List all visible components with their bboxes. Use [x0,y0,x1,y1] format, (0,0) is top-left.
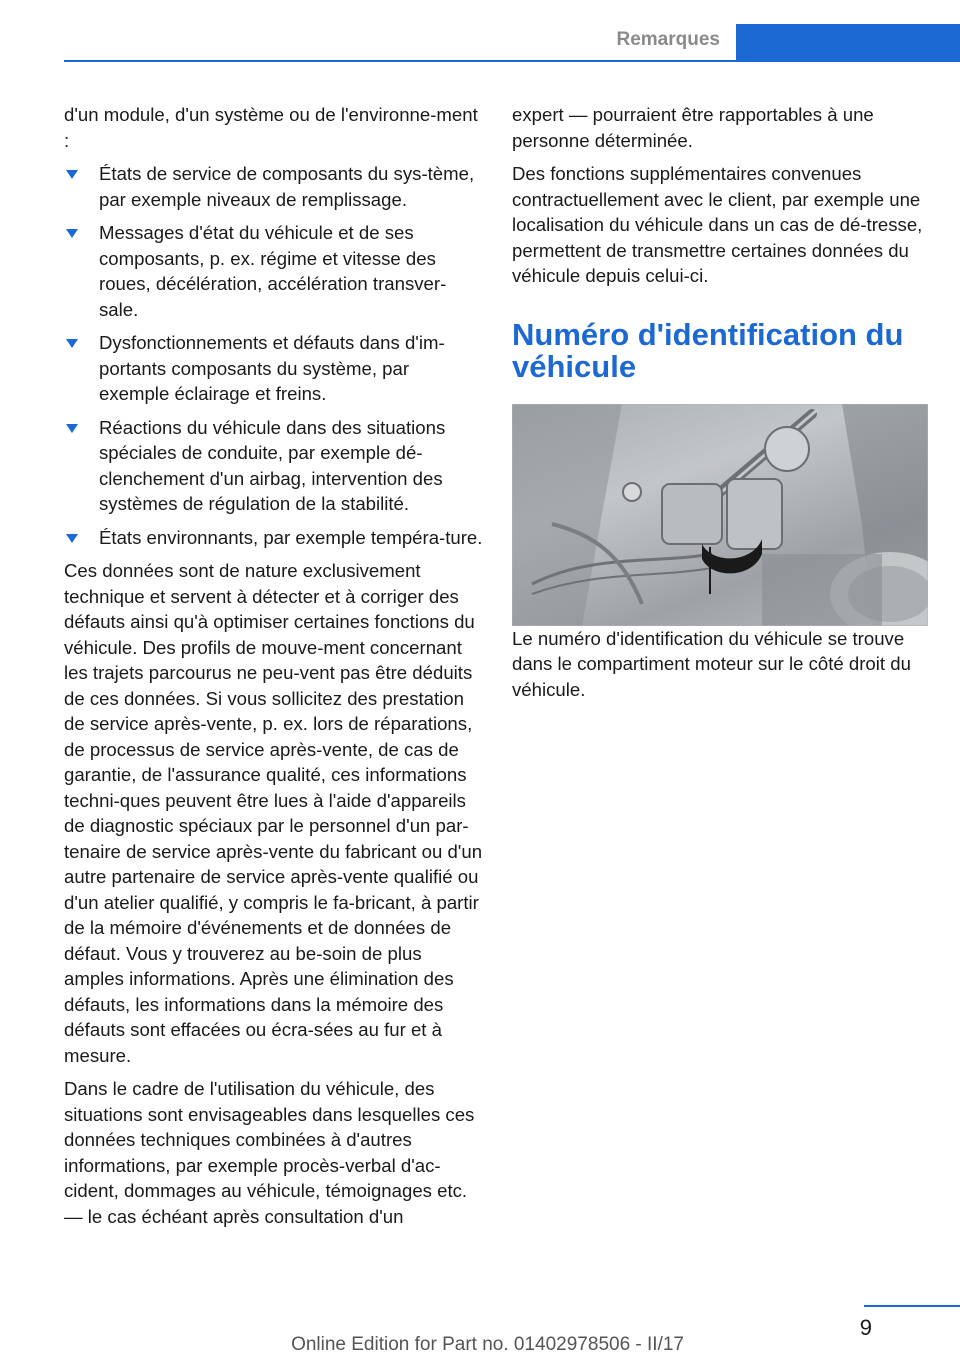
list-item [64,161,484,212]
list-item-text: Réactions du véhicule dans des situations spéciales de conduite, par exemple dé-clenchement d'un airbag, intervention des systèmes de régulation de la stabilité. [99,416,446,514]
header-tab-bar [736,24,960,62]
bullet-list [64,161,484,550]
page-section-title: Remarques [616,29,720,50]
page-number: 9 [859,1315,872,1340]
section-heading: Numéro d'identification du véhicule [512,316,904,384]
list-item [64,330,484,407]
triangle-bullet-icon [66,339,78,348]
list-item [64,525,484,551]
engine-compartment-image [512,404,928,626]
triangle-bullet-icon [66,534,78,543]
body-paragraph: expert — pourraient être rapportables à une personne déterminée. [512,104,874,151]
body-paragraph: Ces données sont de nature exclusivement technique et servent à détecter et à corriger des défauts ainsi qu'à optimiser certaines fonctions du véhicule. Des profils de mouve-ment concernant les trajets parcourus ne peu-vent pas être déduits de ces données. Si vous sollicitez des prestation de service après-vente, p. ex. lors de réparations, de processus de service après-vente, de cas de garantie, de l'assurance qualité, ces informations techni-ques peuvent être lues à l'aide d'appareils de diagnostic spéciaux par le personnel d'un par-tenaire de service après-vente du fabricant ou d'un autre partenaire de service après-vente qualifié ou d'un atelier qualifié, y compris le fa-bricant, à partir de la mémoire d'événements et de données de défaut. Vous y trouverez au be-soin de plus amples informations. Après une élimination des défauts, les informations dans la mémoire des défauts sont effacées ou écra-sées au fur et à mesure. [64,560,483,1066]
footer-rule [864,1305,960,1307]
engine-compartment-illustration [512,404,928,626]
body-paragraph: Des fonctions supplémentaires convenues contractuellement avec le client, par exemple une localisation du véhicule dans un cas de dé-tresse, permettent de transmettre certaines données du véhicule depuis celui-ci. [512,163,923,286]
list-item [64,220,484,322]
intro-paragraph: d'un module, d'un système ou de l'environne-ment : [64,104,478,151]
figure-caption: Le numéro d'identification du véhicule se trouve dans le compartiment moteur sur le côté droit du véhicule. [512,627,911,700]
triangle-bullet-icon [66,229,78,238]
left-column [64,102,484,1237]
list-item [64,415,484,517]
triangle-bullet-icon [66,170,78,179]
list-item-text: États environnants, par exemple tempéra-ture. [99,526,483,548]
right-column [512,102,932,710]
list-item-text: États de service de composants du sys-tème, par exemple niveaux de remplissage. [99,163,475,210]
triangle-bullet-icon [66,424,78,433]
body-paragraph: Dans le cadre de l'utilisation du véhicule, des situations sont envisageables dans lesquelles ces données techniques combinées à d'autres informations, par exemple procès-verbal d'ac-cident, dommages au véhicule, témoignages etc. — le cas échéant après consultation d'un [64,1078,475,1227]
list-item-text: Dysfonctionnements et défauts dans d'im-portants composants du système, par exemple éclairage et freins. [99,332,445,404]
list-item-text: Messages d'état du véhicule et de ses composants, p. ex. régime et vitesse des roues, décélération, accélération transver-sale. [99,222,447,320]
edition-footer: Online Edition for Part no. 01402978506 - II/17 [291,1334,684,1355]
